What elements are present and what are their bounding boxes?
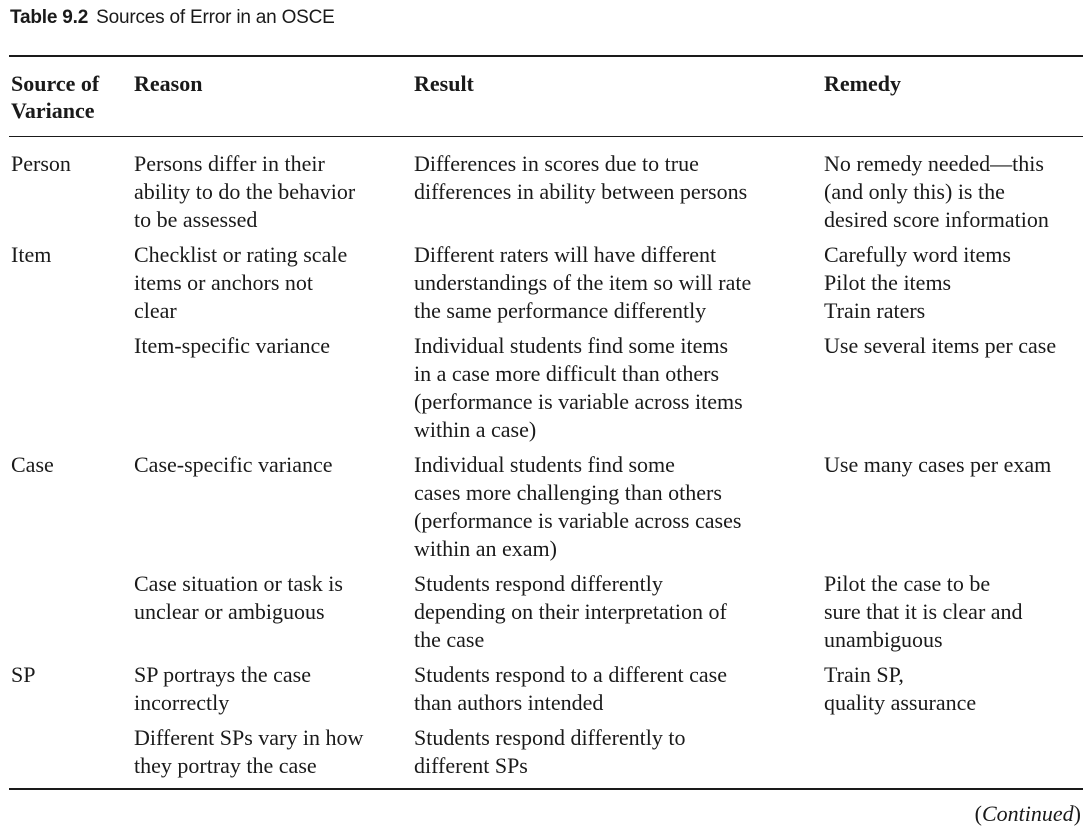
result-line: (performance is variable across cases — [414, 508, 742, 533]
result-line: in a case more difficult than others — [414, 361, 720, 386]
result-line: (performance is variable across items — [414, 389, 743, 414]
header-result: Result — [414, 71, 474, 96]
result-line: Individual students find some items — [414, 333, 729, 358]
result-line: within an exam) — [414, 536, 557, 561]
result-line: depending on their interpretation of — [414, 599, 727, 624]
remedy-line: Pilot the case to be — [824, 571, 991, 596]
reason-line: Different SPs vary in how — [134, 725, 364, 750]
source-cell: Case — [11, 452, 54, 477]
reason-cell — [134, 241, 347, 325]
bottom-rule — [9, 788, 1083, 790]
header-rule — [9, 136, 1083, 137]
reason-line: Persons differ in their — [134, 151, 325, 176]
remedy-line: (and only this) is the — [824, 179, 1005, 204]
result-line: cases more challenging than others — [414, 480, 722, 505]
result-line: Individual students find some — [414, 452, 675, 477]
remedy-cell — [824, 241, 1011, 325]
result-line: Students respond differently — [414, 571, 663, 596]
remedy-cell — [824, 570, 1023, 654]
header-remedy: Remedy — [824, 71, 901, 96]
result-line: understandings of the item so will rate — [414, 270, 752, 295]
reason-line: incorrectly — [134, 690, 230, 715]
header-source-line: Source of — [11, 71, 100, 96]
result-line: Differences in scores due to true — [414, 151, 699, 176]
reason-line: clear — [134, 298, 177, 323]
result-line: the case — [414, 627, 485, 652]
table-title: Sources of Error in an OSCE — [96, 7, 335, 28]
result-line: within a case) — [414, 417, 537, 442]
result-cell — [414, 724, 686, 780]
result-line: Different raters will have different — [414, 242, 717, 267]
result-line: Students respond to a different case — [414, 662, 728, 687]
header-source-line: Variance — [11, 98, 95, 123]
reason-line: Case-specific variance — [134, 452, 333, 477]
continued-note: (Continued) — [974, 801, 1081, 826]
result-line: differences in ability between persons — [414, 179, 748, 204]
remedy-line: sure that it is clear and — [824, 599, 1023, 624]
reason-cell — [134, 570, 343, 626]
remedy-cell — [824, 332, 1056, 360]
result-line: different SPs — [414, 753, 528, 778]
result-line: the same performance differently — [414, 298, 707, 323]
remedy-line: Use several items per case — [824, 333, 1057, 358]
reason-line: Case situation or task is — [134, 571, 343, 596]
table-number: Table 9.2 — [10, 7, 89, 28]
header-source-of-variance — [11, 70, 99, 124]
reason-cell — [134, 451, 333, 479]
reason-cell — [134, 724, 363, 780]
reason-line: SP portrays the case — [134, 662, 311, 687]
remedy-line: No remedy needed—this — [824, 151, 1044, 176]
result-cell — [414, 332, 743, 444]
continued-label: Continued — [982, 801, 1074, 826]
reason-line: items or anchors not — [134, 270, 314, 295]
reason-cell — [134, 332, 330, 360]
reason-cell — [134, 661, 311, 717]
result-line: Students respond differently to — [414, 725, 686, 750]
remedy-cell — [824, 150, 1049, 234]
remedy-line: Use many cases per exam — [824, 452, 1052, 477]
result-cell — [414, 150, 747, 206]
reason-line: Checklist or rating scale — [134, 242, 348, 267]
remedy-line: quality assurance — [824, 690, 977, 715]
source-cell: Person — [11, 151, 71, 176]
source-cell: SP — [11, 662, 36, 687]
result-cell — [414, 451, 741, 563]
remedy-cell — [824, 451, 1051, 479]
remedy-line: desired score information — [824, 207, 1049, 232]
remedy-line: Carefully word items — [824, 242, 1011, 267]
top-rule — [9, 55, 1083, 57]
remedy-line: Pilot the items — [824, 270, 952, 295]
reason-cell — [134, 150, 355, 234]
remedy-line: unambiguous — [824, 627, 943, 652]
header-reason: Reason — [134, 71, 203, 96]
reason-line: unclear or ambiguous — [134, 599, 325, 624]
reason-line: to be assessed — [134, 207, 258, 232]
source-cell: Item — [11, 242, 52, 267]
reason-line: Item-specific variance — [134, 333, 331, 358]
remedy-cell — [824, 661, 976, 717]
remedy-line: Train SP, — [824, 662, 904, 687]
result-cell — [414, 661, 727, 717]
reason-line: they portray the case — [134, 753, 317, 778]
remedy-line: Train raters — [824, 298, 926, 323]
result-cell — [414, 570, 727, 654]
table-caption — [10, 7, 335, 29]
reason-line: ability to do the behavior — [134, 179, 356, 204]
result-cell — [414, 241, 751, 325]
result-line: than authors intended — [414, 690, 604, 715]
